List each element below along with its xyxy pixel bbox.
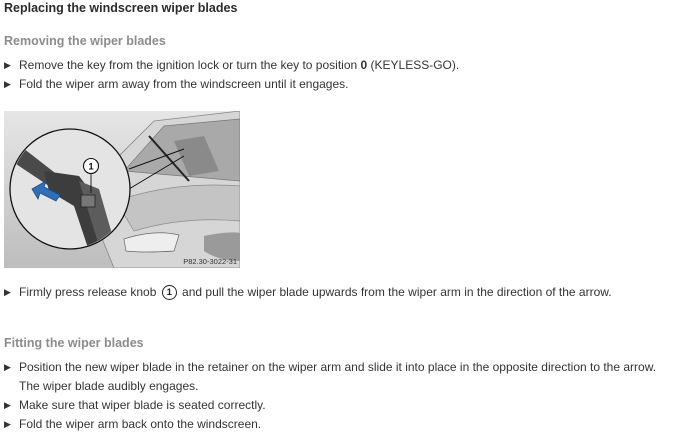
section-heading-fitting: Fitting the wiper blades <box>4 336 144 350</box>
bullet-arrow-icon: ▶ <box>4 287 11 297</box>
step-press-release-knob <box>4 283 612 302</box>
page-title: Replacing the windscreen wiper blades <box>4 1 238 15</box>
figure-code: P82.30-3022-31 <box>183 257 237 266</box>
car-wiper-drawing <box>4 111 240 268</box>
step-fold-arm-away <box>4 75 349 94</box>
bullet-arrow-icon: ▶ <box>4 419 11 429</box>
position-value: 0 <box>360 58 368 72</box>
step-text: Make sure that wiper blade is seated correctly. <box>19 398 266 412</box>
bullet-arrow-icon: ▶ <box>4 79 11 89</box>
wiper-blade-illustration <box>4 111 240 268</box>
section-heading-removing: Removing the wiper blades <box>4 34 166 48</box>
step-text-suffix: and pull the wiper blade upwards from the wiper arm in the direction of the arrow. <box>178 285 612 299</box>
step-text: Fold the wiper arm away from the windscreen until it engages. <box>19 77 349 91</box>
step-continuation: The wiper blade audibly engages. <box>19 379 199 393</box>
bullet-arrow-icon: ▶ <box>4 400 11 410</box>
step-text-suffix: (KEYLESS-GO). <box>367 58 460 72</box>
step-text: Firmly press release knob <box>19 285 160 299</box>
step-position-new-blade <box>4 358 656 377</box>
step-text: Fold the wiper arm back onto the windscreen. <box>19 417 262 431</box>
callout-number: 1 <box>88 161 94 173</box>
bullet-arrow-icon: ▶ <box>4 60 11 70</box>
step-check-seating <box>4 396 266 415</box>
step-fold-arm-back <box>4 415 261 434</box>
step-remove-key <box>4 56 459 75</box>
step-text: Remove the key from the ignition lock or turn the key to position <box>19 58 361 72</box>
callout-number-inline: 1 <box>162 285 177 300</box>
step-text: Position the new wiper blade in the retainer on the wiper arm and slide it into place in the opposite direction to the arrow. <box>19 360 657 374</box>
bullet-arrow-icon: ▶ <box>4 362 11 372</box>
